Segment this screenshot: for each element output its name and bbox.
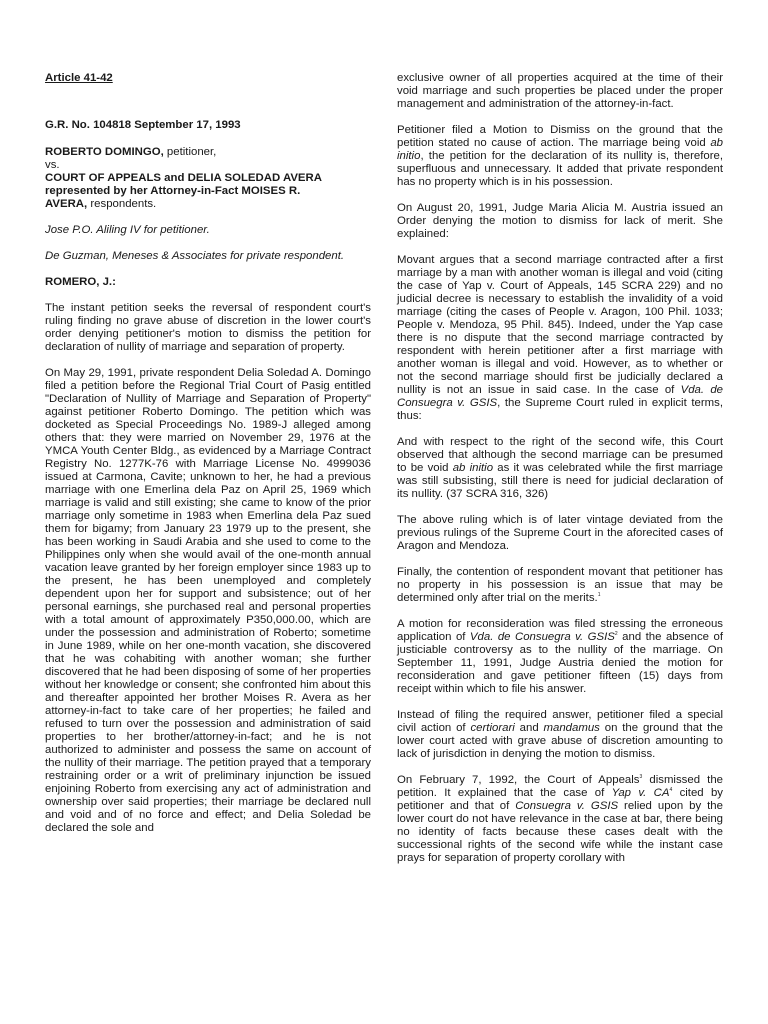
gr-number: G.R. No. 104818 September 17, 1993 bbox=[45, 119, 241, 131]
respondent-line-2: represented by her Attorney-in-Fact MOISES R. bbox=[45, 185, 301, 197]
italic-case-name: Vda. de Consuegra v. GSIS bbox=[397, 384, 723, 409]
petitioner-name: ROBERTO DOMINGO, bbox=[45, 146, 164, 158]
text-run: Finally, the contention of respondent movant that petitioner has no property in his possession is an issue that may be determined only after trial on the merits. bbox=[397, 566, 723, 604]
footnote-ref: 3 bbox=[639, 774, 643, 781]
text-run: On February 7, 1992, the Court of Appeals bbox=[397, 774, 640, 786]
text-run: Petitioner filed a Motion to Dismiss on the ground that the petition stated no cause of action. The marriage being void bbox=[397, 124, 723, 149]
left-column bbox=[45, 72, 371, 848]
italic-term: ab initio bbox=[452, 462, 494, 474]
italic-case-name: Yap v. CA bbox=[611, 787, 670, 799]
right-column bbox=[397, 72, 723, 878]
paragraph bbox=[397, 774, 723, 865]
paragraph: exclusive owner of all properties acquired at the time of their void marriage and such properties be placed under the proper management and administration of the attorney-in-fact. bbox=[397, 72, 723, 110]
italic-term: certiorari bbox=[470, 722, 515, 734]
quoted-paragraph bbox=[397, 436, 723, 501]
text-run: , the petition for the declaration of its nullity is, therefore, superfluous and unnecessary. It added that private respondent has no property which is in his possession. bbox=[397, 150, 723, 188]
paragraph bbox=[397, 618, 723, 696]
text-run: relied upon by the lower court do not have relevance in the case at bar, there being no identity of facts because these cases dealt with the successional rights of the second wife while the instant case prays for separation of property corollary with bbox=[397, 800, 723, 864]
text-run: as it was celebrated while the first marriage was still subsisting, still there is need for judicial declaration of its nullity. (37 SCRA 316, 326) bbox=[397, 462, 724, 500]
counsel-petitioner: Jose P.O. Aliling IV for petitioner. bbox=[45, 224, 210, 236]
footnote-ref: 4 bbox=[669, 787, 673, 794]
quoted-paragraph: The above ruling which is of later vintage deviated from the previous rulings of the Supreme Court in the aforecited cases of Aragon and Mendoza. bbox=[397, 514, 723, 552]
text-run: and bbox=[514, 722, 544, 734]
text-run: cited by petitioner and that of bbox=[397, 787, 723, 812]
paragraph: On May 29, 1991, private respondent Delia Soledad A. Domingo filed a petition before the Regional Trial Court of Pasig entitled "Declaration of Nullity of Marriage and Separation of Property" against petitioner Roberto Domingo. The petition which was docketed as Special Proceedings No. 1989-J alleged among others that: they were married on November 29, 1976 at the YMCA Youth Center Bldg., as evidenced by a Marriage Contract Registry No. 1277K-76 with Marriage License No. 4999036 issued at Carmona, Cavite; unknown to her, he had a previous marriage with one Emerlina dela Paz on April 25, 1969 which marriage is valid and still existing; she came to know of the prior marriage only sometime in 1983 when Emerlina dela Paz sued them for bigamy; from January 23 1979 up to the present, she has been working in Saudi Arabia and she used to come to the Philippines only when she would avail of the one-month annual vacation leave granted by her foreign employer since 1983 up to the present, he has been unemployed and completely dependent upon her for support and subsistence; out of her personal earnings, she purchased real and personal properties with a total amount of approximately P350,000.00, which are under the possession and administration of Roberto; sometime in June 1989, while on her one-month vacation, she discovered that he was cohabiting with another woman; she further discovered that he had been disposing of some of her properties without her knowledge or consent; she confronted him about this and thereafter appointed her brother Moises R. Avera as her attorney-in-fact to take care of her properties; he failed and refused to turn over the possession and administration of said properties to her brother/attorney-in-fact; and he is not authorized to administer and possess the same on account of the nullity of their marriage. The petition prayed that a temporary restraining order or a writ of preliminary injunction be issued enjoining Roberto from exercising any act of administration and ownership over said properties; their marriage be declared null and void and of no force and effect; and Delia Soledad be declared the sole and bbox=[45, 367, 371, 834]
petitioner-role: petitioner, bbox=[163, 146, 217, 158]
paragraph bbox=[397, 124, 723, 189]
text-run: Movant argues that a second marriage contracted after a first marriage by a man with another woman is illegal and void (citing the case of Yap v. Court of Appeals, 145 SCRA 229) and no judicial decree is necessary to establish the invalidity of a void marriage (citing the cases of People v. Aragon, 100 Phil. 1033; People v. Mendoza, 95 Phil. 845). Indeed, under the Yap case there is no dispute that the second marriage contracted by respondent with herein petitioner after a first marriage with another woman is illegal and void. However, as to whether or not the second marriage should first be judicially declared a nullity is not an issue in said case. In the case of bbox=[397, 254, 723, 396]
text-run: and the absence of justiciable controversy as to the nullity of the marriage. On September 11, 1991, Judge Austria denied the motion for reconsideration and gave petitioner fifteen (15) days from receipt within which to file his answer. bbox=[397, 631, 723, 695]
text-run: Instead of filing the required answer, petitioner filed a special civil action of bbox=[397, 709, 723, 734]
counsel-respondent: De Guzman, Meneses & Associates for private respondent. bbox=[45, 250, 345, 262]
footnote-ref: 1 bbox=[597, 592, 601, 599]
text-run: And with respect to the right of the second wife, this Court observed that although the second marriage can be presumed to be void bbox=[397, 436, 723, 474]
text-run: , the Supreme Court ruled in explicit terms, thus: bbox=[397, 397, 723, 422]
text-run: on the ground that the lower court acted with grave abuse of discretion amounting to lack of jurisdiction in denying the motion to dismiss. bbox=[397, 722, 723, 760]
respondent-line-1: COURT OF APPEALS and DELIA SOLEDAD AVERA bbox=[45, 172, 322, 184]
paragraph bbox=[397, 709, 723, 761]
article-heading: Article 41-42 bbox=[45, 72, 113, 84]
ponente: ROMERO, J.: bbox=[45, 276, 116, 288]
italic-case-name: Consuegra v. GSIS bbox=[515, 800, 619, 812]
respondent-role: respondents. bbox=[87, 198, 157, 210]
versus: vs. bbox=[45, 159, 60, 171]
italic-term: mandamus bbox=[543, 722, 600, 734]
footnote-ref: 2 bbox=[614, 631, 618, 638]
respondent-line-3: AVERA, bbox=[45, 198, 88, 210]
text-run: A motion for reconsideration was filed stressing the erroneous application of bbox=[397, 618, 723, 643]
quoted-paragraph bbox=[397, 254, 723, 423]
quoted-paragraph bbox=[397, 566, 723, 605]
paragraph: The instant petition seeks the reversal of respondent court's ruling finding no grave abuse of discretion in the lower court's order denying petitioner's motion to dismiss the petition for declaration of nullity of marriage and separation of property. bbox=[45, 302, 371, 353]
text-run: dismissed the petition. It explained that the case of bbox=[397, 774, 723, 799]
case-title bbox=[45, 146, 371, 211]
italic-case-name: Vda. de Consuegra v. GSIS bbox=[469, 631, 615, 643]
italic-term: ab initio bbox=[397, 137, 723, 162]
paragraph: On August 20, 1991, Judge Maria Alicia M. Austria issued an Order denying the motion to dismiss for lack of merit. She explained: bbox=[397, 202, 723, 240]
